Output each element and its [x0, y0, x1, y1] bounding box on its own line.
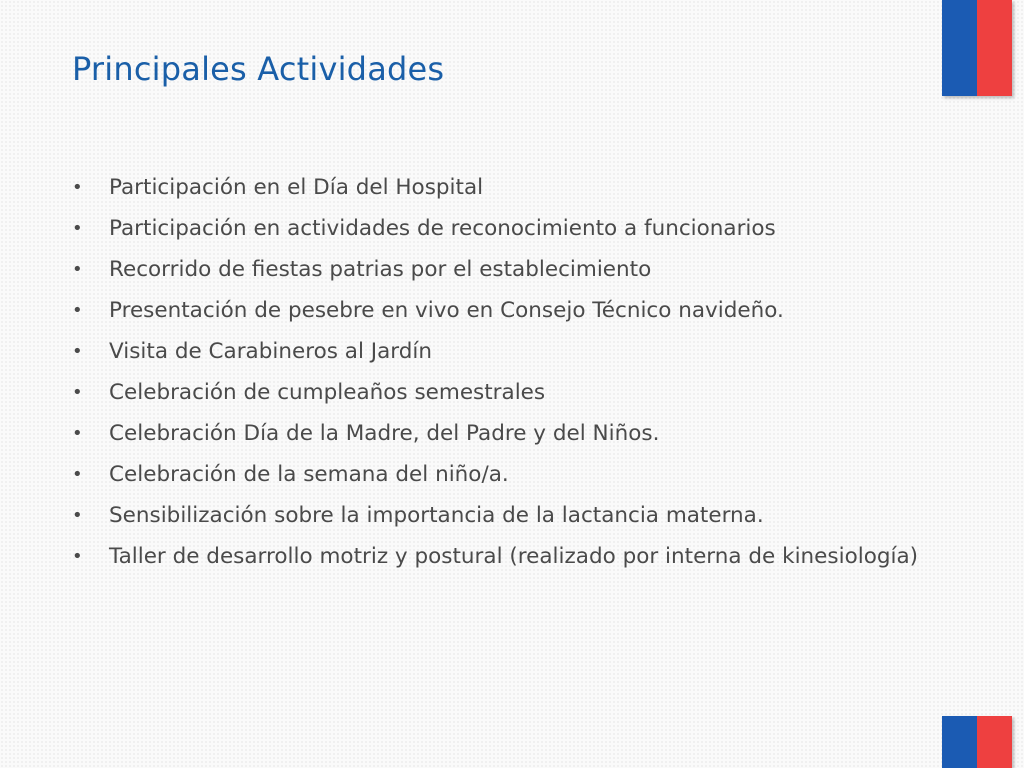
list-item-text: Visita de Carabineros al Jardín	[109, 339, 432, 364]
bullet-icon: •	[72, 218, 83, 239]
list-item-text: Taller de desarrollo motriz y postural (realizado por interna de kinesiología)	[109, 544, 919, 569]
flag-decoration-top	[942, 0, 1012, 96]
list-item-text: Celebración de la semana del niño/a.	[109, 462, 509, 487]
list-item-text: Sensibilización sobre la importancia de la lactancia materna.	[109, 503, 764, 528]
list-item-text: Participación en actividades de reconocimiento a funcionarios	[109, 216, 776, 241]
list-item	[72, 172, 946, 204]
flag-decoration-bottom	[942, 716, 1012, 768]
list-item-text: Presentación de pesebre en vivo en Consejo Técnico navideño.	[109, 298, 784, 323]
list-item	[72, 295, 946, 327]
flag-red-stripe	[977, 0, 1012, 96]
flag-red-stripe	[977, 716, 1012, 768]
list-item-text: Celebración de cumpleaños semestrales	[109, 380, 546, 405]
list-item	[72, 459, 946, 491]
list-item	[72, 377, 946, 409]
bullet-icon: •	[72, 177, 83, 198]
list-item	[72, 254, 946, 286]
list-item-text: Recorrido de fiestas patrias por el establecimiento	[109, 257, 652, 282]
flag-blue-stripe	[942, 716, 977, 768]
bullet-icon: •	[72, 341, 83, 362]
list-item-text: Celebración Día de la Madre, del Padre y del Niños.	[109, 421, 660, 446]
activities-list	[72, 172, 946, 582]
flag-blue-stripe	[942, 0, 977, 96]
bullet-icon: •	[72, 546, 83, 567]
list-item-text: Participación en el Día del Hospital	[109, 175, 484, 200]
list-item	[72, 418, 946, 450]
bullet-icon: •	[72, 259, 83, 280]
list-item	[72, 541, 946, 573]
slide-title: Principales Actividades	[72, 50, 445, 88]
bullet-icon: •	[72, 505, 83, 526]
bullet-icon: •	[72, 382, 83, 403]
bullet-icon: •	[72, 300, 83, 321]
list-item	[72, 213, 946, 245]
list-item	[72, 500, 946, 532]
list-item	[72, 336, 946, 368]
bullet-icon: •	[72, 423, 83, 444]
bullet-icon: •	[72, 464, 83, 485]
